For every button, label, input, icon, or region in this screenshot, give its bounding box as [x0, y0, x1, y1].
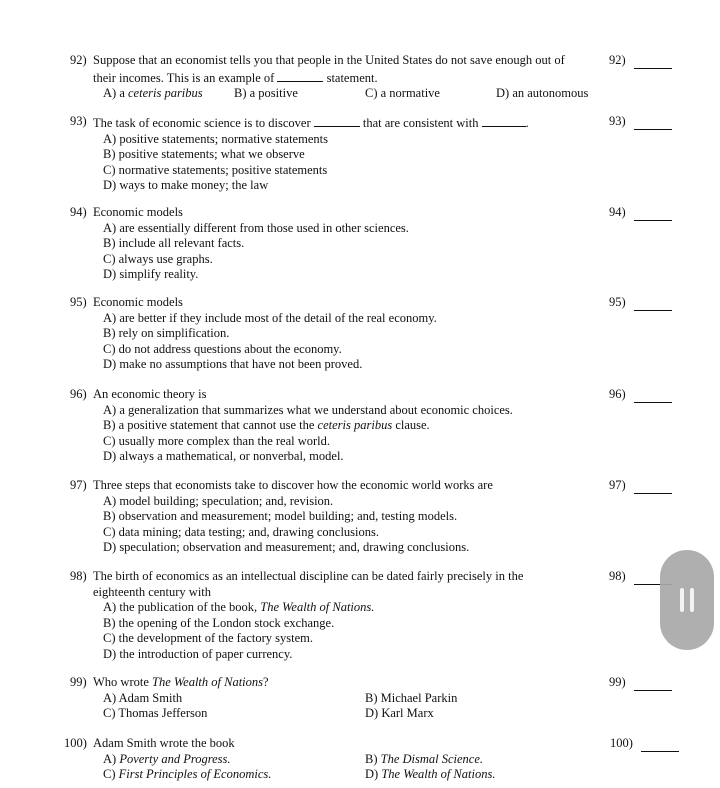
choice-c: C) always use graphs.	[103, 251, 213, 266]
answer-field[interactable]	[609, 478, 672, 494]
question-98	[70, 569, 720, 662]
question-stem-part: The task of economic science is to discover	[93, 116, 311, 130]
question-94	[70, 205, 720, 283]
answer-field[interactable]	[609, 675, 672, 691]
choice-c: C) usually more complex than the real world.	[103, 433, 331, 448]
answer-label: 100)	[610, 736, 633, 750]
answer-field[interactable]	[609, 295, 672, 311]
fill-in-blank	[277, 69, 323, 82]
choice-b: B) The Dismal Science.	[365, 751, 484, 766]
choice-c: C) First Principles of Economics.	[103, 767, 272, 781]
answer-label: 92)	[609, 53, 626, 67]
choice-c: C) Thomas Jefferson	[103, 706, 208, 720]
choice-c: C) the development of the factory system.	[103, 631, 314, 645]
answer-field[interactable]	[609, 53, 672, 69]
question-number: 99)	[70, 675, 87, 689]
question-stem-part: .	[525, 116, 529, 130]
choice-c: C) a normative	[365, 86, 440, 100]
question-stem: Three steps that economists take to discover how the economic world works are	[93, 478, 493, 492]
choice-d: D) Karl Marx	[365, 706, 434, 720]
choice-d: D) The Wealth of Nations.	[365, 767, 496, 781]
question-stem-part: Who wrote	[93, 675, 149, 689]
choice-a: A) Poverty and Progress.	[103, 751, 231, 766]
choice-d: D) speculation; observation and measurement; and, drawing conclusions.	[103, 540, 470, 554]
question-stem: eighteenth century with	[93, 584, 212, 599]
question-95	[70, 295, 720, 373]
answer-label: 94)	[609, 205, 626, 219]
answer-label: 96)	[609, 387, 626, 401]
question-number: 92)	[70, 53, 87, 67]
answer-blank[interactable]	[634, 297, 672, 311]
question-number: 93)	[70, 114, 87, 128]
answer-label: 97)	[609, 478, 626, 492]
choice-c: C) do not address questions about the economy.	[103, 341, 342, 356]
choice-b: B) Michael Parkin	[365, 690, 458, 705]
choice-b: B) include all relevant facts.	[103, 236, 245, 250]
answer-field[interactable]	[609, 387, 672, 403]
fill-in-blank	[314, 114, 360, 127]
answer-blank[interactable]	[634, 207, 672, 221]
answer-field[interactable]	[609, 205, 672, 221]
choice-c: C) normative statements; positive statements	[103, 162, 328, 177]
choice-a: A) a ceteris paribus	[103, 86, 203, 100]
fill-in-blank	[482, 114, 526, 127]
answer-label: 98)	[609, 569, 626, 583]
answer-field[interactable]	[610, 736, 679, 752]
answer-field[interactable]	[609, 114, 672, 130]
choice-a: A) model building; speculation; and, revision.	[103, 493, 334, 508]
choice-b: B) observation and measurement; model building; and, testing models.	[103, 509, 458, 523]
choice-b: B) a positive statement that cannot use the ceteris paribus clause.	[103, 418, 430, 432]
choice-d: D) simplify reality.	[103, 267, 199, 281]
question-stem: Adam Smith wrote the book	[93, 736, 235, 750]
choice-d: D) always a mathematical, or nonverbal, model.	[103, 449, 344, 463]
question-stem-part: statement.	[326, 70, 378, 85]
question-stem: Economic models	[93, 295, 183, 309]
answer-blank[interactable]	[634, 677, 672, 691]
answer-blank[interactable]	[634, 389, 672, 403]
question-number: 100)	[64, 736, 87, 750]
question-stem-part: that are consistent with	[362, 116, 479, 130]
choice-a: A) the publication of the book, The Wealth of Nations.	[103, 600, 375, 614]
question-stem-part: their incomes. This is an example of	[93, 70, 275, 85]
question-number: 94)	[70, 205, 87, 219]
question-92	[70, 53, 720, 102]
answer-blank[interactable]	[641, 738, 679, 752]
book-title: The Wealth of Nations	[152, 675, 264, 689]
question-number: 97)	[70, 478, 87, 492]
question-number: 95)	[70, 295, 87, 309]
choice-d: D) make no assumptions that have not been proved.	[103, 357, 363, 371]
choice-a: A) a generalization that summarizes what we understand about economic choices.	[103, 402, 513, 417]
choice-b: B) a positive	[234, 86, 298, 100]
question-stem: Suppose that an economist tells you that people in the United States do not save enough out of	[93, 53, 565, 67]
choice-a: A) are essentially different from those used in other sciences.	[103, 220, 409, 235]
choice-d: D) an autonomous	[496, 86, 589, 100]
answer-blank[interactable]	[634, 480, 672, 494]
choice-a: A) Adam Smith	[103, 690, 183, 705]
question-stem-part: ?	[263, 675, 269, 689]
choice-a: A) positive statements; normative statements	[103, 131, 328, 146]
scroll-handle[interactable]	[660, 550, 714, 650]
choice-d: D) the introduction of paper currency.	[103, 646, 293, 661]
answer-label: 95)	[609, 295, 626, 309]
choice-d: D) ways to make money; the law	[103, 178, 269, 192]
question-97	[70, 478, 720, 556]
choice-b: B) the opening of the London stock exchange.	[103, 615, 335, 630]
question-stem: The birth of economics as an intellectual discipline can be dated fairly precisely in the	[93, 569, 524, 583]
choice-b: B) positive statements; what we observe	[103, 147, 305, 161]
question-stem: Economic models	[93, 205, 183, 219]
answer-label: 93)	[609, 114, 626, 128]
question-number: 98)	[70, 569, 87, 583]
question-number: 96)	[70, 387, 87, 401]
answer-blank[interactable]	[634, 55, 672, 69]
question-99	[70, 675, 720, 722]
choice-c: C) data mining; data testing; and, drawing conclusions.	[103, 524, 379, 539]
question-100	[64, 736, 714, 783]
answer-blank[interactable]	[634, 116, 672, 130]
grip-lines-icon	[680, 588, 694, 612]
choice-a: A) are better if they include most of the detail of the real economy.	[103, 310, 437, 325]
question-93	[70, 114, 720, 194]
question-96	[70, 387, 720, 465]
choice-b: B) rely on simplification.	[103, 326, 230, 340]
question-stem: An economic theory is	[93, 387, 207, 401]
answer-label: 99)	[609, 675, 626, 689]
